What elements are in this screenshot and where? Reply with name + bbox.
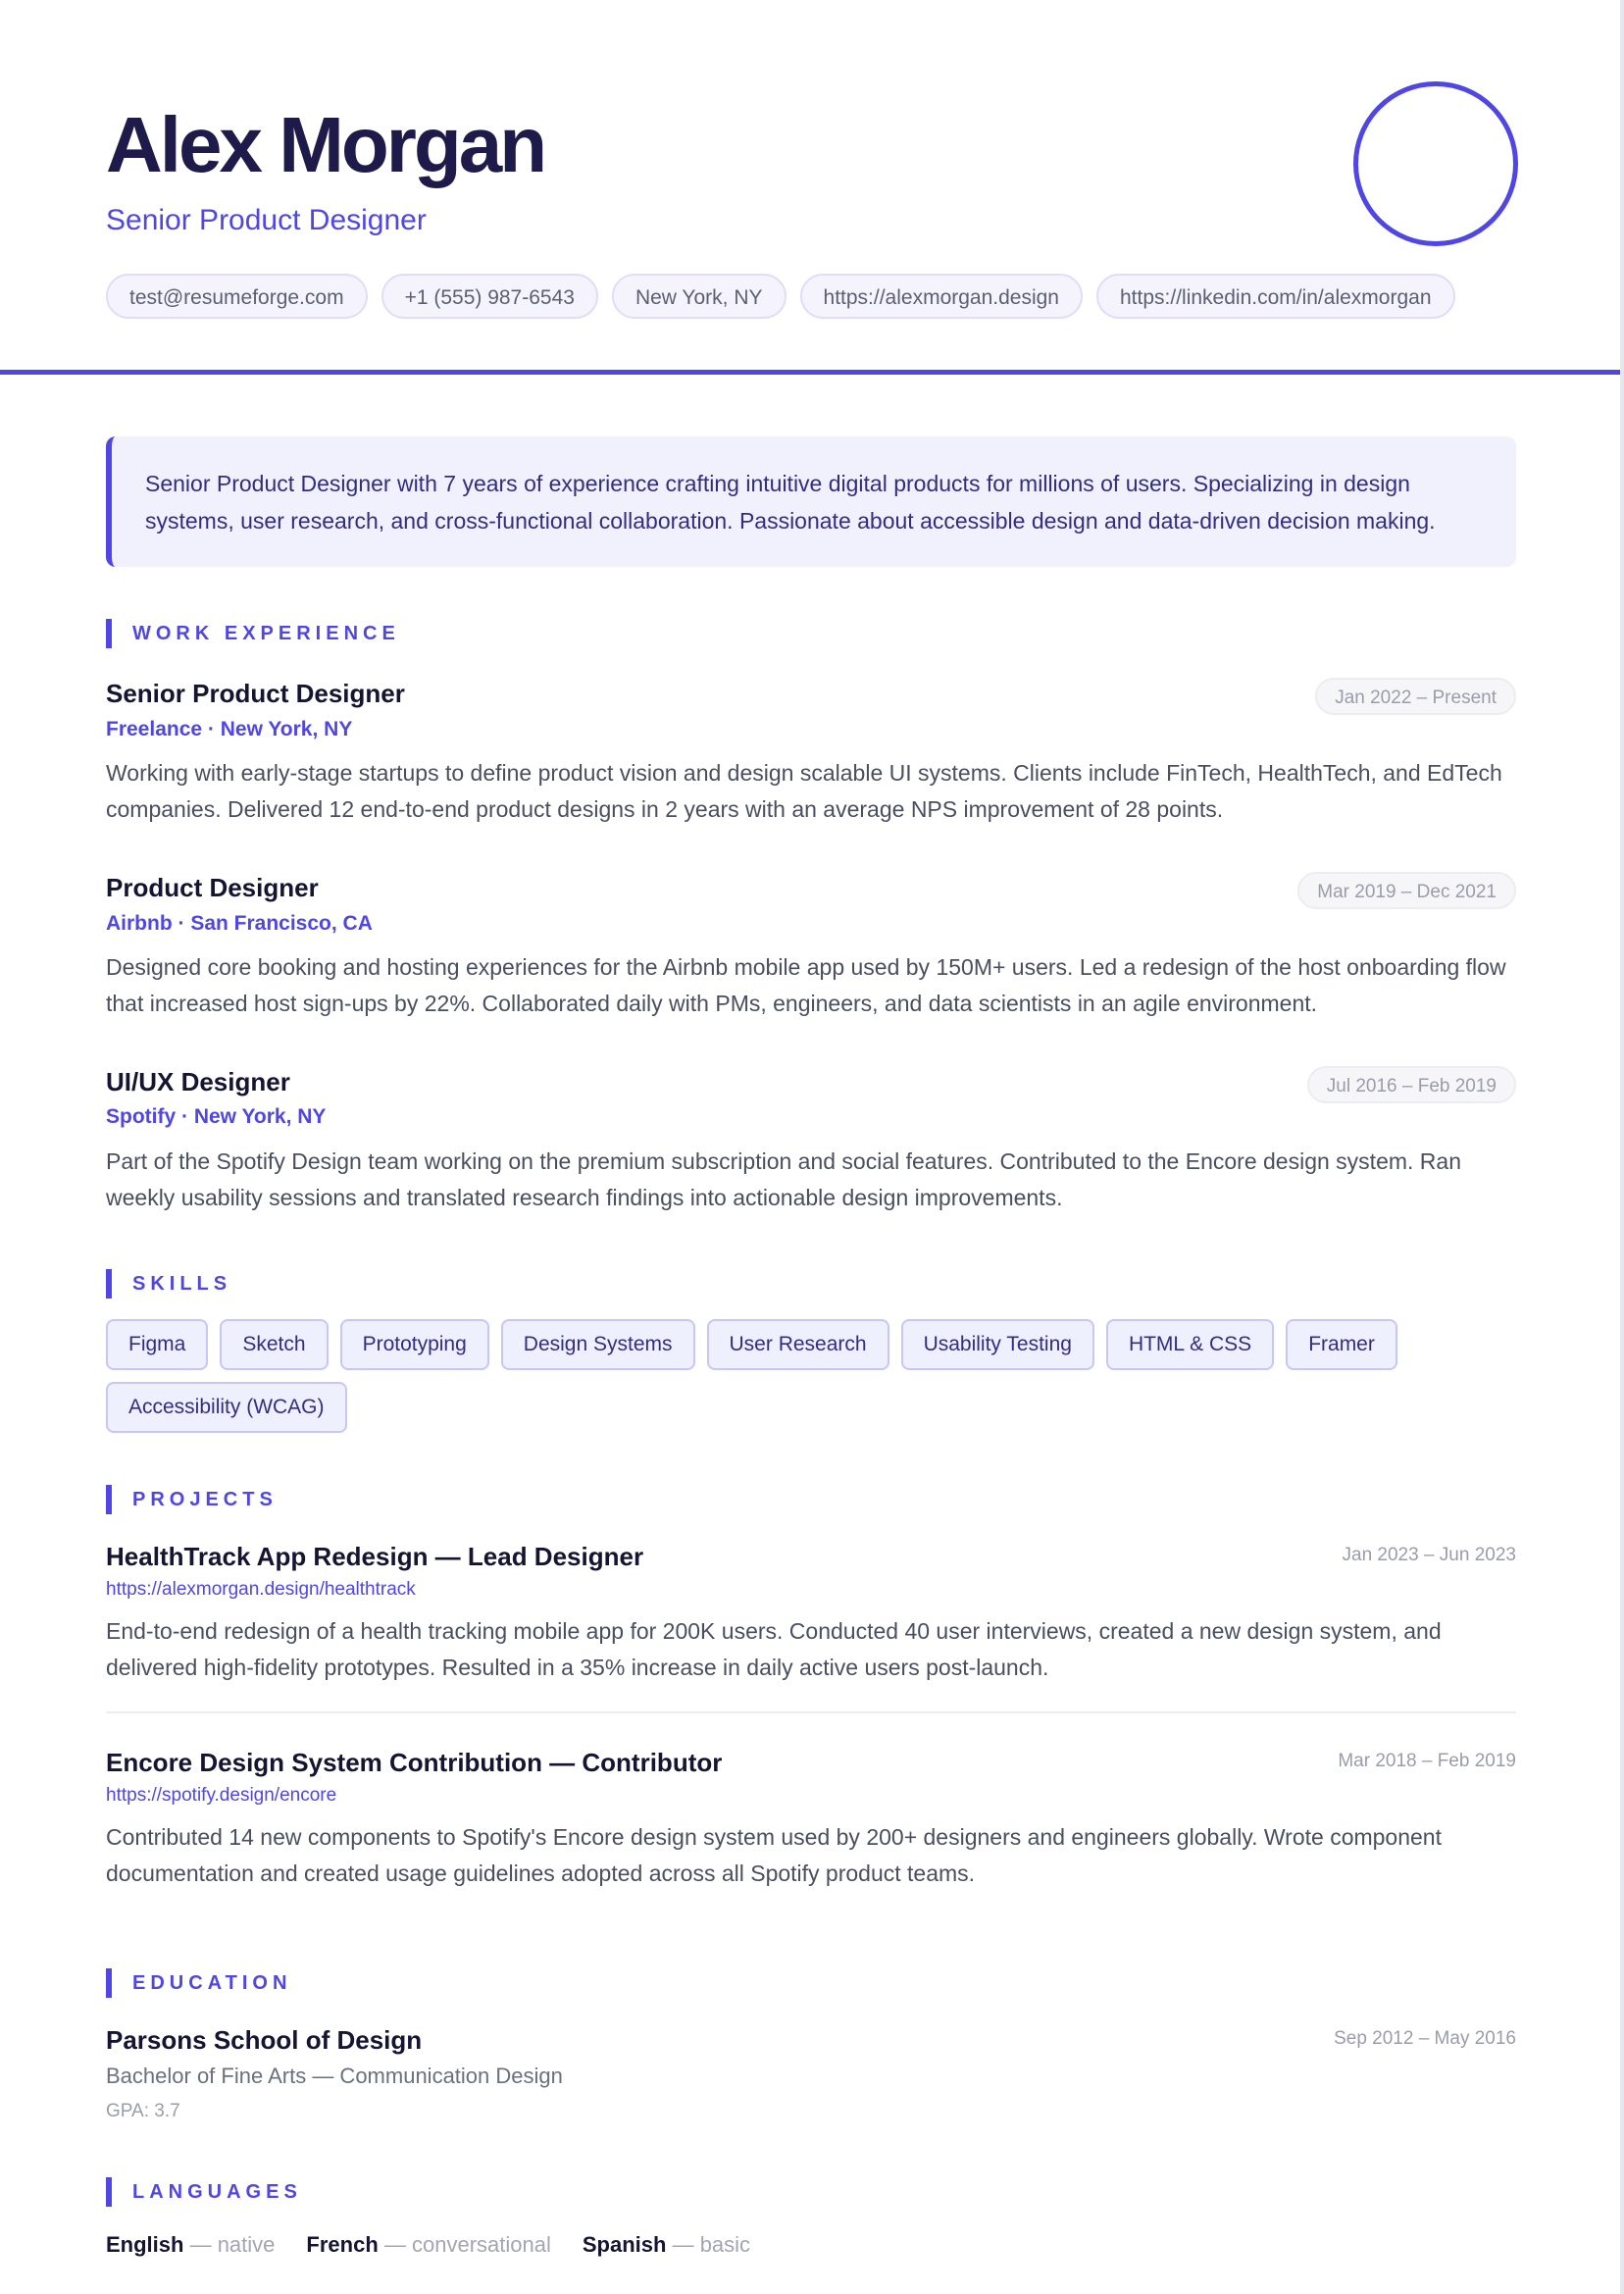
skill-tag: Figma (106, 1319, 208, 1370)
skill-tag: Sketch (220, 1319, 328, 1370)
education-gpa: GPA: 3.7 (106, 2101, 180, 2121)
contact-website[interactable]: https://alexmorgan.design (800, 274, 1083, 319)
resume-header (0, 0, 1624, 375)
experience-dates: Jan 2022 – Present (1315, 678, 1516, 715)
experience-company: Freelance · New York, NY (106, 718, 353, 740)
project-link[interactable]: https://spotify.design/encore (106, 1785, 337, 1806)
experience-description: Part of the Spotify Design team working on the premium subscription and social features. Contributed to the Encore design system. Ran weekly usability sessions and translated research findings into actionable design improvements. (106, 1148, 1461, 1210)
project-title: HealthTrack App Redesign — Lead Designer (106, 1542, 644, 1571)
project-dates: Mar 2018 – Feb 2019 (1338, 1751, 1516, 1771)
candidate-title: Senior Product Designer (106, 204, 427, 236)
section-heading-education: EDUCATION (106, 1968, 291, 1998)
avatar (1353, 81, 1518, 246)
language-item (583, 2232, 750, 2258)
experience-description: Working with early-stage startups to define product vision and design scalable UI systems. Clients include FinTech, HealthTech, and EdTech companies. Delivered 12 end-to-end product designs in 2 years with an average NPS improvement of 28 points. (106, 760, 1502, 822)
language-name: French (306, 2232, 379, 2257)
skill-tag: Usability Testing (901, 1319, 1094, 1370)
summary: Senior Product Designer with 7 years of experience crafting intuitive digital products for millions of users. Specializing in design systems, user research, and cross-functional collaboration. Passionate about accessible design and data-driven decision making. (106, 436, 1516, 567)
section-heading-experience: WORK EXPERIENCE (106, 619, 400, 648)
experience-title: UI/UX Designer (106, 1067, 290, 1096)
skills-list (106, 1319, 1518, 1433)
contact-location: New York, NY (612, 274, 787, 319)
contact-phone[interactable]: +1 (555) 987-6543 (381, 274, 598, 319)
candidate-name: Alex Morgan (106, 101, 545, 188)
education-dates: Sep 2012 – May 2016 (1334, 2028, 1516, 2049)
languages-list (106, 2232, 750, 2258)
language-item (106, 2232, 275, 2258)
project-link[interactable]: https://alexmorgan.design/healthtrack (106, 1579, 416, 1600)
skill-tag: Accessibility (WCAG) (106, 1382, 347, 1433)
project-dates: Jan 2023 – Jun 2023 (1342, 1545, 1516, 1565)
experience-company: Spotify · New York, NY (106, 1105, 327, 1128)
contact-list (106, 274, 1455, 319)
contact-linkedin[interactable]: https://linkedin.com/in/alexmorgan (1096, 274, 1455, 319)
project-divider (106, 1711, 1516, 1713)
experience-title: Senior Product Designer (106, 679, 405, 708)
education-school: Parsons School of Design (106, 2025, 423, 2055)
education-degree: Bachelor of Fine Arts — Communication Design (106, 2064, 563, 2088)
language-name: English (106, 2232, 184, 2257)
language-item (306, 2232, 550, 2258)
experience-description: Designed core booking and hosting experiences for the Airbnb mobile app used by 150M+ users. Led a redesign of the host onboarding flow that increased host sign-ups by 22%. Collaborated daily with PMs, engineers, and data scientists in an agile environment. (106, 954, 1506, 1016)
project-title: Encore Design System Contribution — Contributor (106, 1748, 723, 1777)
skill-tag: HTML & CSS (1106, 1319, 1274, 1370)
language-level: — conversational (383, 2232, 551, 2257)
language-name: Spanish (582, 2232, 667, 2257)
skill-tag: Design Systems (501, 1319, 695, 1370)
skill-tag: Prototyping (340, 1319, 489, 1370)
experience-title: Product Designer (106, 873, 319, 902)
section-heading-languages: LANGUAGES (106, 2177, 302, 2207)
header-divider (0, 370, 1620, 375)
project-description: End-to-end redesign of a health tracking mobile app for 200K users. Conducted 40 user interviews, created a new design system, and delivered high-fidelity prototypes. Resulted in a 35% increase in daily active users post-launch. (106, 1618, 1442, 1680)
skill-tag: Framer (1286, 1319, 1397, 1370)
section-heading-skills: SKILLS (106, 1269, 231, 1299)
language-level: — native (189, 2232, 276, 2257)
experience-dates: Mar 2019 – Dec 2021 (1297, 872, 1516, 909)
section-heading-projects: PROJECTS (106, 1485, 278, 1514)
skill-tag: User Research (707, 1319, 889, 1370)
contact-email[interactable]: test@resumeforge.com (106, 274, 368, 319)
experience-company: Airbnb · San Francisco, CA (106, 912, 373, 935)
project-description: Contributed 14 new components to Spotify's Encore design system used by 200+ designers and engineers globally. Wrote component documentation and created usage guidelines adopted across all Spotify product teams. (106, 1824, 1442, 1886)
language-level: — basic (672, 2232, 751, 2257)
experience-dates: Jul 2016 – Feb 2019 (1307, 1066, 1516, 1103)
